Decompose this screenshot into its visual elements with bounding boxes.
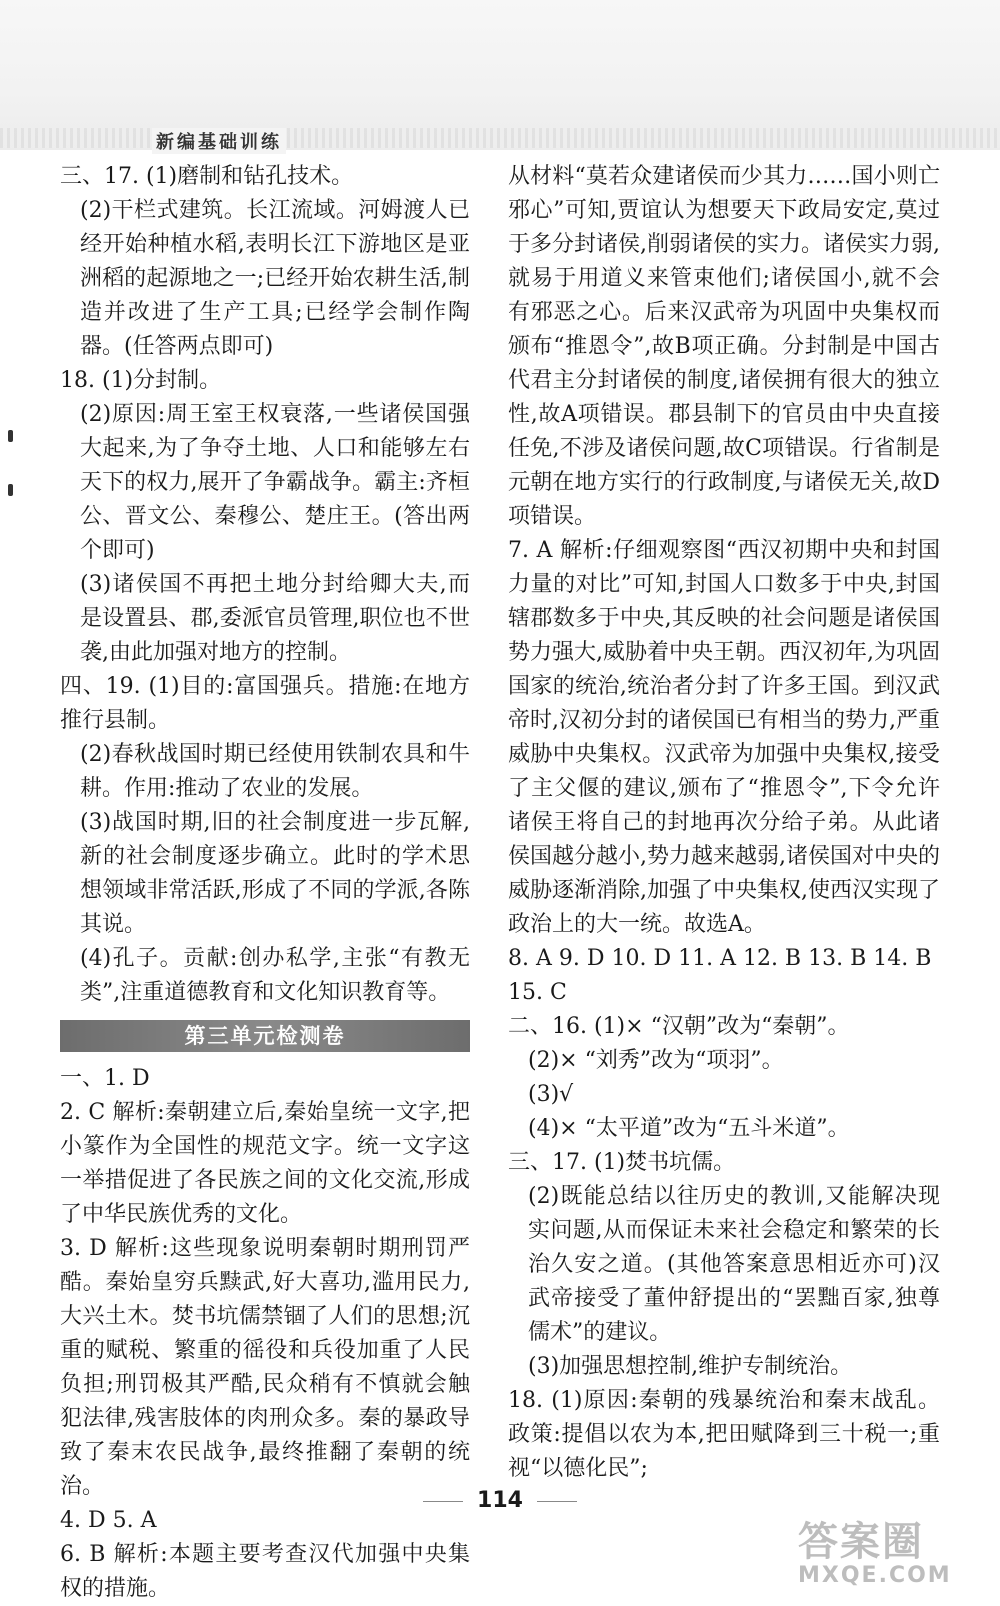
page-number [0, 1488, 1000, 1513]
answer-18-3: (3)诸侯国不再把土地分封给卿大夫,而是设置县、郡,委派官员管理,职位也不世袭,由此加强对地方的控制。 [80, 572, 470, 665]
page-number-text: 114 [477, 1488, 523, 1513]
answer-16-2: (2)× “刘秀”改为“项羽”。 [528, 1048, 784, 1073]
answer-19-2: (2)春秋战国时期已经使用铁制农具和牛耕。作用:推动了农业的发展。 [80, 742, 470, 801]
unit3-answer-1: 一、1. D [60, 1066, 150, 1091]
answer-19-4: (4)孔子。贡献:创办私学,主张“有教无类”,注重道德教育和文化知识教育等。 [80, 946, 470, 1005]
answer-18-1-unit3: 18. (1)原因:秦朝的残暴统治和秦末战乱。政策:提倡以农为本,把田赋降到三十税一;重视“以德化民”; [508, 1388, 940, 1481]
header-band [0, 0, 1000, 153]
answer-17-2-unit3: (2)既能总结以往历史的教训,又能解决现实问题,从而保证未来社会稳定和繁荣的长治久安之道。(其他答案意思相近亦可)汉武帝接受了董仲舒提出的“罢黜百家,独尊儒术”的建议。 [528, 1184, 940, 1345]
answer-6-continued: 从材料“莫若众建诸侯而少其力……国小则亡邪心”可知,贾谊认为想要天下政局安定,莫过于多分封诸侯,削弱诸侯的实力。诸侯实力弱,就易于用道义来管束他们;诸侯国小,就不会有邪恶之心。后来汉武帝为巩固中央集权而颁布“推恩令”,故B项正确。分封制是中国古代君主分封诸侯的制度,诸侯拥有很大的独立性,故A项错误。郡县制下的官员由中央直接任免,不涉及诸侯问题,故C项错误。行省制是元朝在地方实行的行政制度,与诸侯无关,故D项错误。 [508, 164, 940, 529]
answer-18-2: (2)原因:周王室王权衰落,一些诸侯国强大起来,为了争夺土地、人口和能够左右天下的权力,展开了争霸战争。霸主:齐桓公、晋文公、秦穆公、楚庄王。(答出两个即可) [80, 402, 470, 563]
section-banner: 第三单元检测卷 [60, 1020, 470, 1052]
answer-18-1: 18. (1)分封制。 [60, 368, 222, 393]
answer-17-1-unit3: 三、17. (1)焚书坑儒。 [508, 1150, 736, 1175]
left-column [60, 160, 470, 1606]
binding-mark [8, 484, 13, 496]
watermark-cn: 答案圈 [798, 1519, 924, 1565]
answer-19-3: (3)战国时期,旧的社会制度进一步瓦解,新的社会制度逐步确立。此时的学术思想领域非常活跃,形成了不同的学派,各陈其说。 [80, 810, 470, 937]
page-dash-right [537, 1501, 577, 1502]
page-dash-left [423, 1501, 463, 1502]
answer-19-1: 四、19. (1)目的:富国强兵。措施:在地方推行县制。 [60, 674, 470, 733]
answer-17-2: (2)干栏式建筑。长江流域。河姆渡人已经开始种植水稻,表明长江下游地区是亚洲稻的起源地之一;已经开始农耕生活,制造并改进了生产工具;已经学会制作陶器。(任答两点即可) [80, 198, 470, 359]
answer-15: 15. C [508, 980, 567, 1005]
answer-7: 7. A 解析:仔细观察图“西汉初期中央和封国力量的对比”可知,封国人口数多于中央,封国辖郡数多于中央,其反映的社会问题是诸侯国势力强大,威胁着中央王朝。西汉初年,为巩固国家的统治,统治者分封了许多王国。到汉武帝时,汉初分封的诸侯国已有相当的势力,严重威胁中央集权。汉武帝为加强中央集权,接受了主父偃的建议,颁布了“推恩令”,下令允许诸侯王将自己的封地再次分给子弟。从此诸侯国越分越小,势力越来越弱,诸侯国对中央的威胁逐渐消除,加强了中央集权,使西汉实现了政治上的大一统。故选A。 [508, 538, 940, 937]
answers-8-14: 8. A 9. D 10. D 11. A 12. B 13. B 14. B [508, 946, 932, 971]
unit3-answer-4-5: 4. D 5. A [60, 1508, 157, 1533]
answer-16-3: (3)√ [528, 1082, 574, 1107]
answer-17-1: 三、17. (1)磨制和钻孔技术。 [60, 164, 354, 189]
answer-16-4: (4)× “太平道”改为“五斗米道”。 [528, 1116, 850, 1141]
binding-mark [8, 430, 13, 442]
unit3-answer-6: 6. B 解析:本题主要考查汉代加强中央集权的措施。 [60, 1542, 470, 1601]
unit3-answer-3: 3. D 解析:这些现象说明秦朝时期刑罚严酷。秦始皇穷兵黩武,好大喜功,滥用民力,大兴土木。焚书坑儒禁锢了人们的思想;沉重的赋税、繁重的徭役和兵役加重了人民负担;刑罚极其严酷,民众稍有不慎就会触犯法律,残害肢体的肉刑众多。秦的暴政导致了秦末农民战争,最终推翻了秦朝的统治。 [60, 1236, 470, 1499]
header-strip [0, 128, 1000, 148]
answer-16-1: 二、16. (1)× “汉朝”改为“秦朝”。 [508, 1014, 850, 1039]
book-title: 新编基础训练 [152, 128, 286, 154]
watermark-en: MXQE.COM [798, 1563, 952, 1588]
answer-17-3-unit3: (3)加强思想控制,维护专制统治。 [528, 1354, 853, 1379]
unit3-answer-2: 2. C 解析:秦朝建立后,秦始皇统一文字,把小篆作为全国性的规范文字。统一文字这一举措促进了各民族之间的文化交流,形成了中华民族优秀的文化。 [60, 1100, 470, 1227]
right-column [508, 160, 940, 1486]
watermark-logo [798, 1520, 988, 1590]
